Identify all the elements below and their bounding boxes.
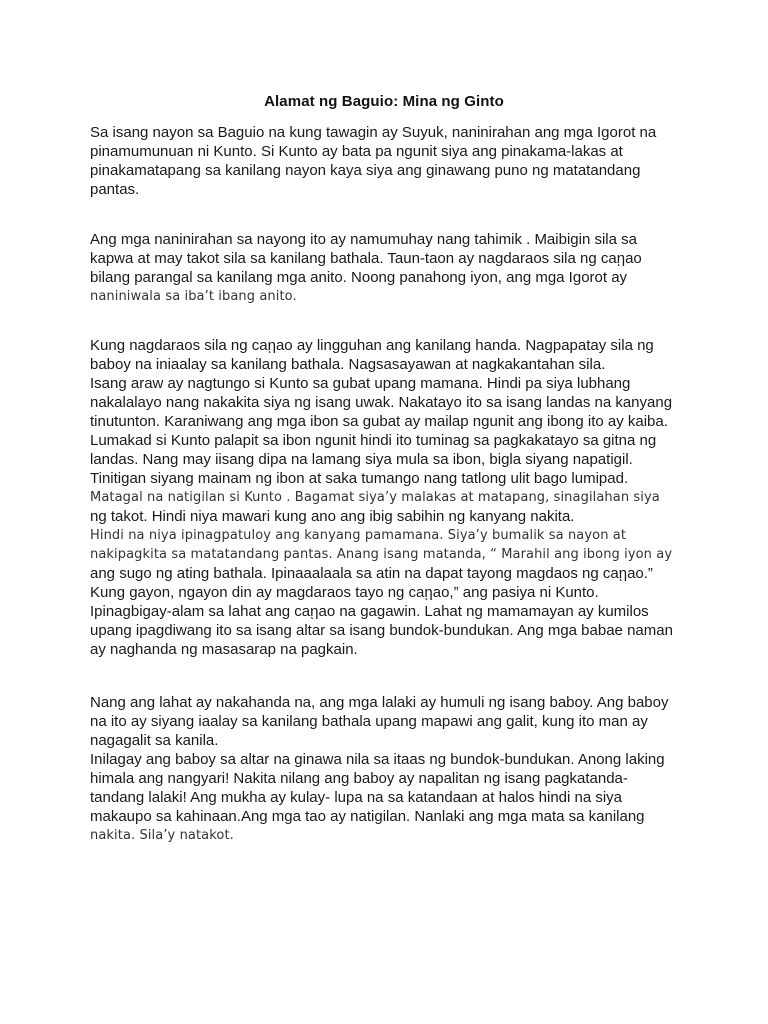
paragraph-4	[90, 693, 690, 845]
paragraph-3	[90, 336, 690, 659]
text-line: ang sugo ng ating bathala. Ipinaaalaala sa atin na dapat tayong magdaos ng caῃao.”	[90, 565, 653, 582]
text-line: Inilagay ang baboy sa altar na ginawa nila sa itaas ng bundok-bundukan. Anong laking	[90, 751, 665, 768]
text-line: upang ipagdiwang ito sa isang altar sa isang bundok-bundukan. Ang mga babae naman	[90, 622, 673, 639]
text-line: Lumakad si Kunto palapit sa ibon ngunit hindi ito tuminag sa pagkakatayo sa gitna ng	[90, 432, 657, 449]
text-line: tandang lalaki! Ang mukha ay kulay- lupa na sa katandaan at halos hindi na siya	[90, 789, 623, 806]
text-line: baboy na iniaalay sa kanilang bathala. Nagsasayawan at nagkakantahan sila.	[90, 356, 606, 373]
text-line: Kung nagdaraos sila ng caῃao ay lingguhan ang kanilang handa. Nagpapatay sila ng	[90, 337, 654, 354]
text-line: Tinitigan siyang mainam ng ibon at saka tumango nang tatlong ulit bago lumipad.	[90, 470, 629, 487]
text-line: ay naghanda ng masasarap na pagkain.	[90, 641, 358, 658]
document-title: Alamat ng Baguio: Mina ng Ginto	[264, 93, 504, 110]
text-line: na ito ay siyang iaalay sa kanilang bathala upang mapawi ang galit, kung ito man ay	[90, 713, 648, 730]
text-line: pinakamatapang sa kanilang nayon kaya siya ang ginawang puno ng matatandang	[90, 162, 641, 179]
text-line: naniniwala sa iba’t ibang anito.	[90, 289, 297, 304]
text-line: Ipinagbigay-alam sa lahat ang caῃao na gagawin. Lahat ng mamamayan ay kumilos	[90, 603, 649, 620]
text-line: Hindi na niya ipinagpatuloy ang kanyang pamamana. Siya’y bumalik sa nayon at	[90, 528, 627, 543]
text-line: Matagal na natigilan si Kunto . Bagamat siya’y malakas at matapang, sinagilahan siya	[90, 490, 660, 505]
text-line: bilang parangal sa kanilang mga anito. Noong panahong iyon, ang mga Igorot ay	[90, 269, 628, 286]
text-line: pinamumunuan ni Kunto. Si Kunto ay bata pa ngunit siya ang pinakama-lakas at	[90, 143, 623, 160]
text-line: nakipagkita sa matatandang pantas. Anang isang matanda, “ Marahil ang ibong iyon ay	[90, 547, 673, 562]
text-line: tinutunton. Karaniwang ang mga ibon sa gubat ay mailap ngunit ang ibong ito ay kaiba.	[90, 413, 668, 430]
text-line: makaupo sa kahinaan.Ang mga tao ay natigilan. Nanlaki ang mga mata sa kanilang	[90, 808, 645, 825]
text-line: Isang araw ay nagtungo si Kunto sa gubat upang mamana. Hindi pa siya lubhang	[90, 375, 631, 392]
text-line: ng takot. Hindi niya mawari kung ano ang ibig sabihin ng kanyang nakita.	[90, 508, 575, 525]
paragraph-2	[90, 230, 690, 306]
text-line: nakalalayo nang nakakita siya ng isang uwak. Nakatayo ito sa isang landas na kanyang	[90, 394, 673, 411]
text-line: nakita. Sila’y natakot.	[90, 828, 234, 843]
text-line: Kung gayon, ngayon din ay magdaraos tayo ng caῃao,” ang pasiya ni Kunto.	[90, 584, 599, 601]
paragraph-1	[90, 123, 690, 199]
text-line: Nang ang lahat ay nakahanda na, ang mga lalaki ay humuli ng isang baboy. Ang baboy	[90, 694, 669, 711]
text-line: landas. Nang may iisang dipa na lamang siya mula sa ibon, bigla siyang napatigil.	[90, 451, 633, 468]
text-line: nagagalit sa kanila.	[90, 732, 219, 749]
text-line: kapwa at may takot sila sa kanilang bathala. Taun-taon ay nagdaraos sila ng caῃao	[90, 250, 642, 267]
text-line: Sa isang nayon sa Baguio na kung tawagin ay Suyuk, naninirahan ang mga Igorot na	[90, 124, 657, 141]
text-line: Ang mga naninirahan sa nayong ito ay namumuhay nang tahimik . Maibigin sila sa	[90, 231, 637, 248]
text-line: himala ang nangyari! Nakita nilang ang baboy ay napalitan ng isang pagkatanda-	[90, 770, 628, 787]
text-line: pantas.	[90, 181, 140, 198]
